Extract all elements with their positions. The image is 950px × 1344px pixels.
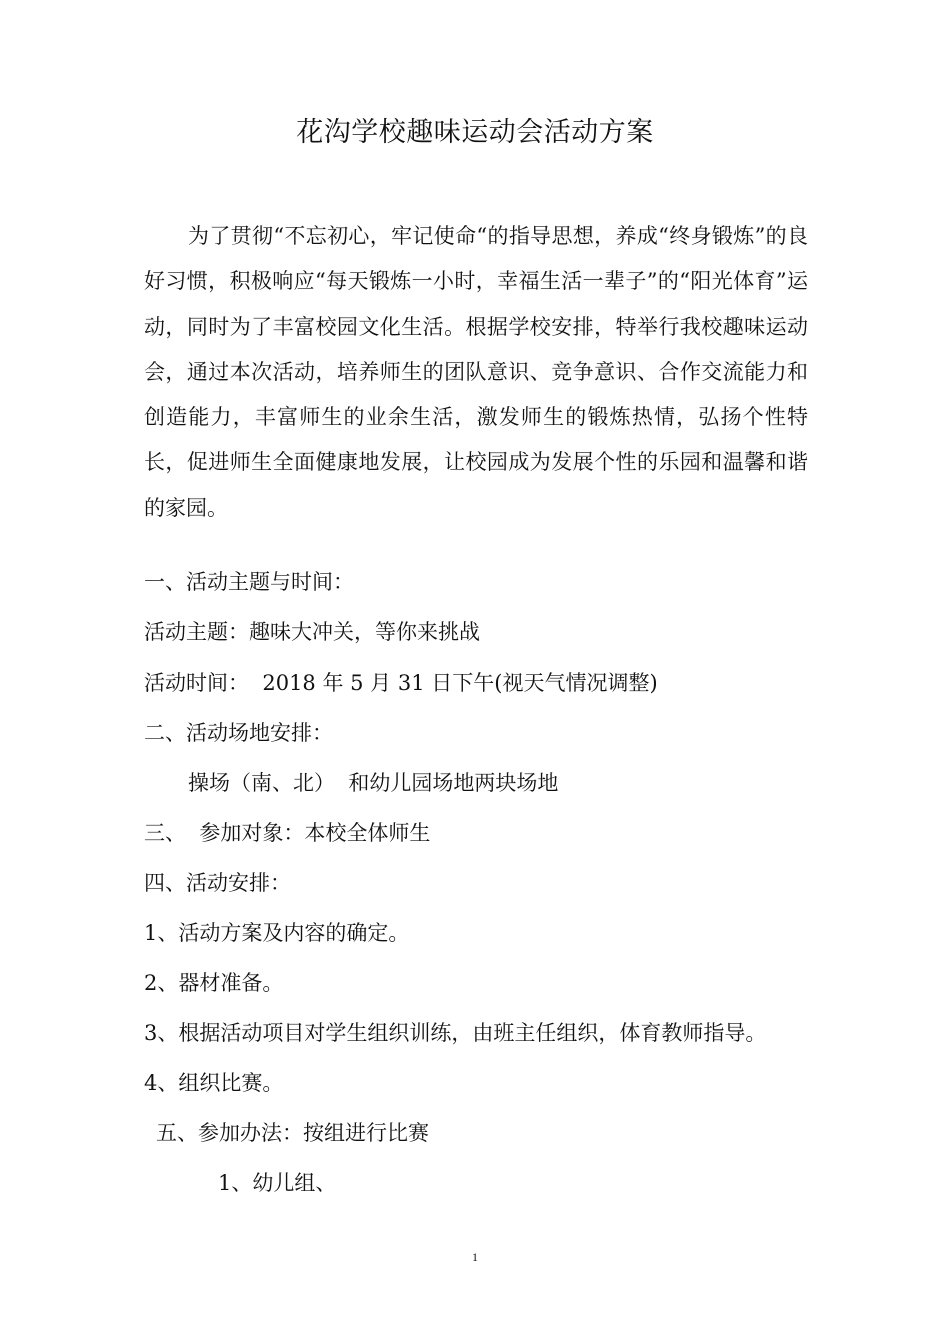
section-heading-venue: 二、活动场地安排： — [144, 721, 333, 745]
arrangement-item-2: 2、器材准备。 — [144, 971, 284, 995]
venue-line: 操场（南、北） 和幼儿园场地两块场地 — [188, 771, 559, 795]
intro-paragraph: 为了贯彻“不忘初心，牢记使命“的指导思想，养成“终身锻炼”的良好习惯，积极响应“每天锻炼一小时，幸福生活一辈子”的“阳光体育”运动，同时为了丰富校园文化生活。根据学校安排，特举行我校趣味运动会，通过本次活动，培养师生的团队意识、竞争意识、合作交流能力和创造能力，丰富师生的业余生活，激发师生的锻炼热情，弘扬个性特长，促进师生全面健康地发展，让校园成为发展个性的乐园和温馨和谐的家园。 — [144, 224, 808, 520]
document-title: 花沟学校趣味运动会活动方案 — [296, 117, 654, 148]
section-heading-theme-time: 一、活动主题与时间： — [144, 570, 354, 594]
arrangement-item-4: 4、组织比赛。 — [144, 1071, 284, 1095]
method-item-1: 1、幼儿组、 — [218, 1171, 337, 1195]
arrangement-item-1: 1、活动方案及内容的确定。 — [144, 921, 410, 945]
page-number: 1 — [472, 1250, 478, 1264]
section-heading-arrangement: 四、活动安排： — [144, 871, 291, 895]
activity-time-line: 活动时间： 2018 年 5 月 31 日下午(视天气情况调整) — [144, 671, 658, 695]
activity-theme-line: 活动主题：趣味大冲关，等你来挑战 — [144, 620, 480, 644]
section-heading-participants: 三、 参加对象：本校全体师生 — [144, 821, 431, 845]
arrangement-item-3: 3、根据活动项目对学生组织训练，由班主任组织，体育教师指导。 — [144, 1021, 767, 1045]
section-heading-method: 五、参加办法：按组进行比赛 — [156, 1121, 429, 1145]
